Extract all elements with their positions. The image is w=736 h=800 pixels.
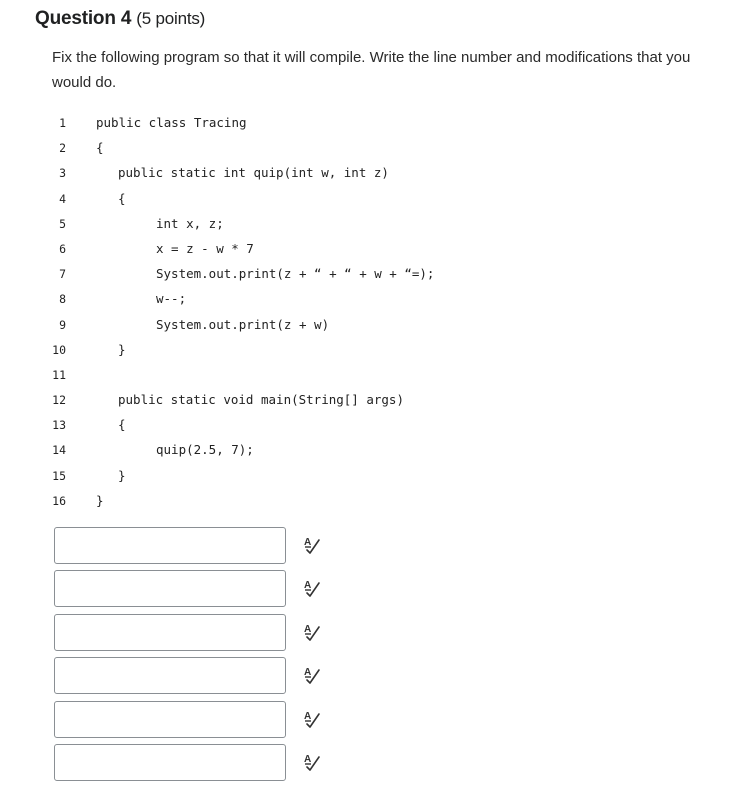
spell-check-icon[interactable] bbox=[302, 665, 322, 685]
svg-text:A: A bbox=[304, 753, 312, 765]
answer-input[interactable] bbox=[54, 614, 286, 651]
spell-check-icon[interactable] bbox=[302, 752, 322, 772]
spell-check-icon[interactable] bbox=[302, 578, 322, 598]
answer-input[interactable] bbox=[54, 527, 286, 564]
code-text: quip(2.5, 7); bbox=[156, 442, 254, 458]
spell-check-icon[interactable] bbox=[302, 622, 322, 642]
spell-check-icon[interactable] bbox=[302, 535, 322, 555]
code-line bbox=[0, 465, 736, 490]
line-number: 2 bbox=[59, 141, 66, 156]
code-text: x = z - w * 7 bbox=[156, 240, 254, 256]
answer-input[interactable] bbox=[54, 657, 286, 694]
spell-check-icon[interactable] bbox=[302, 709, 322, 729]
code-line bbox=[0, 490, 736, 515]
line-number: 1 bbox=[59, 116, 66, 130]
code-line bbox=[0, 364, 736, 389]
answer-input[interactable] bbox=[54, 570, 286, 607]
code-line bbox=[0, 288, 736, 313]
line-number: 7 bbox=[59, 267, 66, 282]
line-number: 5 bbox=[59, 216, 66, 231]
code-text: public class Tracing bbox=[96, 115, 247, 130]
code-line bbox=[0, 162, 736, 187]
code-text: System.out.print(z + “ + “ + w + “=); bbox=[156, 266, 435, 282]
line-number: 13 bbox=[52, 418, 66, 433]
line-number: 9 bbox=[59, 317, 66, 332]
code-text: } bbox=[118, 341, 126, 357]
svg-text:A: A bbox=[304, 710, 312, 722]
code-line bbox=[0, 188, 736, 213]
code-text: System.out.print(z + w) bbox=[156, 316, 330, 332]
code-text: } bbox=[118, 467, 126, 483]
svg-text:A: A bbox=[304, 623, 312, 635]
code-line bbox=[0, 439, 736, 464]
code-text: int x, z; bbox=[156, 215, 224, 231]
code-line bbox=[0, 314, 736, 339]
code-text: public static int quip(int w, int z) bbox=[118, 165, 389, 181]
code-text: { bbox=[118, 190, 126, 206]
code-text: { bbox=[96, 140, 104, 156]
line-number: 14 bbox=[52, 443, 66, 458]
line-number: 11 bbox=[52, 367, 66, 382]
code-line bbox=[0, 389, 736, 414]
answer-input[interactable] bbox=[54, 701, 286, 738]
code-line bbox=[0, 137, 736, 162]
question-prompt: Fix the following program so that it will compile. Write the line number and modifications that you would do. bbox=[52, 49, 691, 91]
code-text: { bbox=[118, 417, 126, 433]
line-number: 10 bbox=[52, 342, 66, 357]
line-number: 12 bbox=[52, 393, 66, 408]
code-line bbox=[0, 339, 736, 364]
line-number: 4 bbox=[59, 191, 66, 206]
code-line bbox=[0, 414, 736, 439]
line-number: 15 bbox=[52, 468, 66, 483]
question-points: (5 points) bbox=[136, 9, 206, 28]
code-text: public static void main(String[] args) bbox=[118, 392, 404, 408]
question-title bbox=[35, 8, 205, 30]
code-line bbox=[0, 112, 736, 137]
svg-text:A: A bbox=[304, 667, 312, 679]
svg-text:A: A bbox=[304, 580, 312, 592]
answer-input[interactable] bbox=[54, 744, 286, 781]
code-line bbox=[0, 213, 736, 238]
svg-text:A: A bbox=[304, 537, 312, 548]
question-number: Question 4 bbox=[35, 8, 132, 29]
code-text: } bbox=[96, 492, 104, 508]
code-line bbox=[0, 238, 736, 263]
code-line bbox=[0, 263, 736, 288]
code-listing bbox=[0, 112, 736, 515]
line-number: 16 bbox=[52, 493, 66, 508]
line-number: 8 bbox=[59, 292, 66, 307]
line-number: 3 bbox=[59, 166, 66, 181]
line-number: 6 bbox=[59, 241, 66, 256]
code-text: w--; bbox=[156, 291, 187, 307]
